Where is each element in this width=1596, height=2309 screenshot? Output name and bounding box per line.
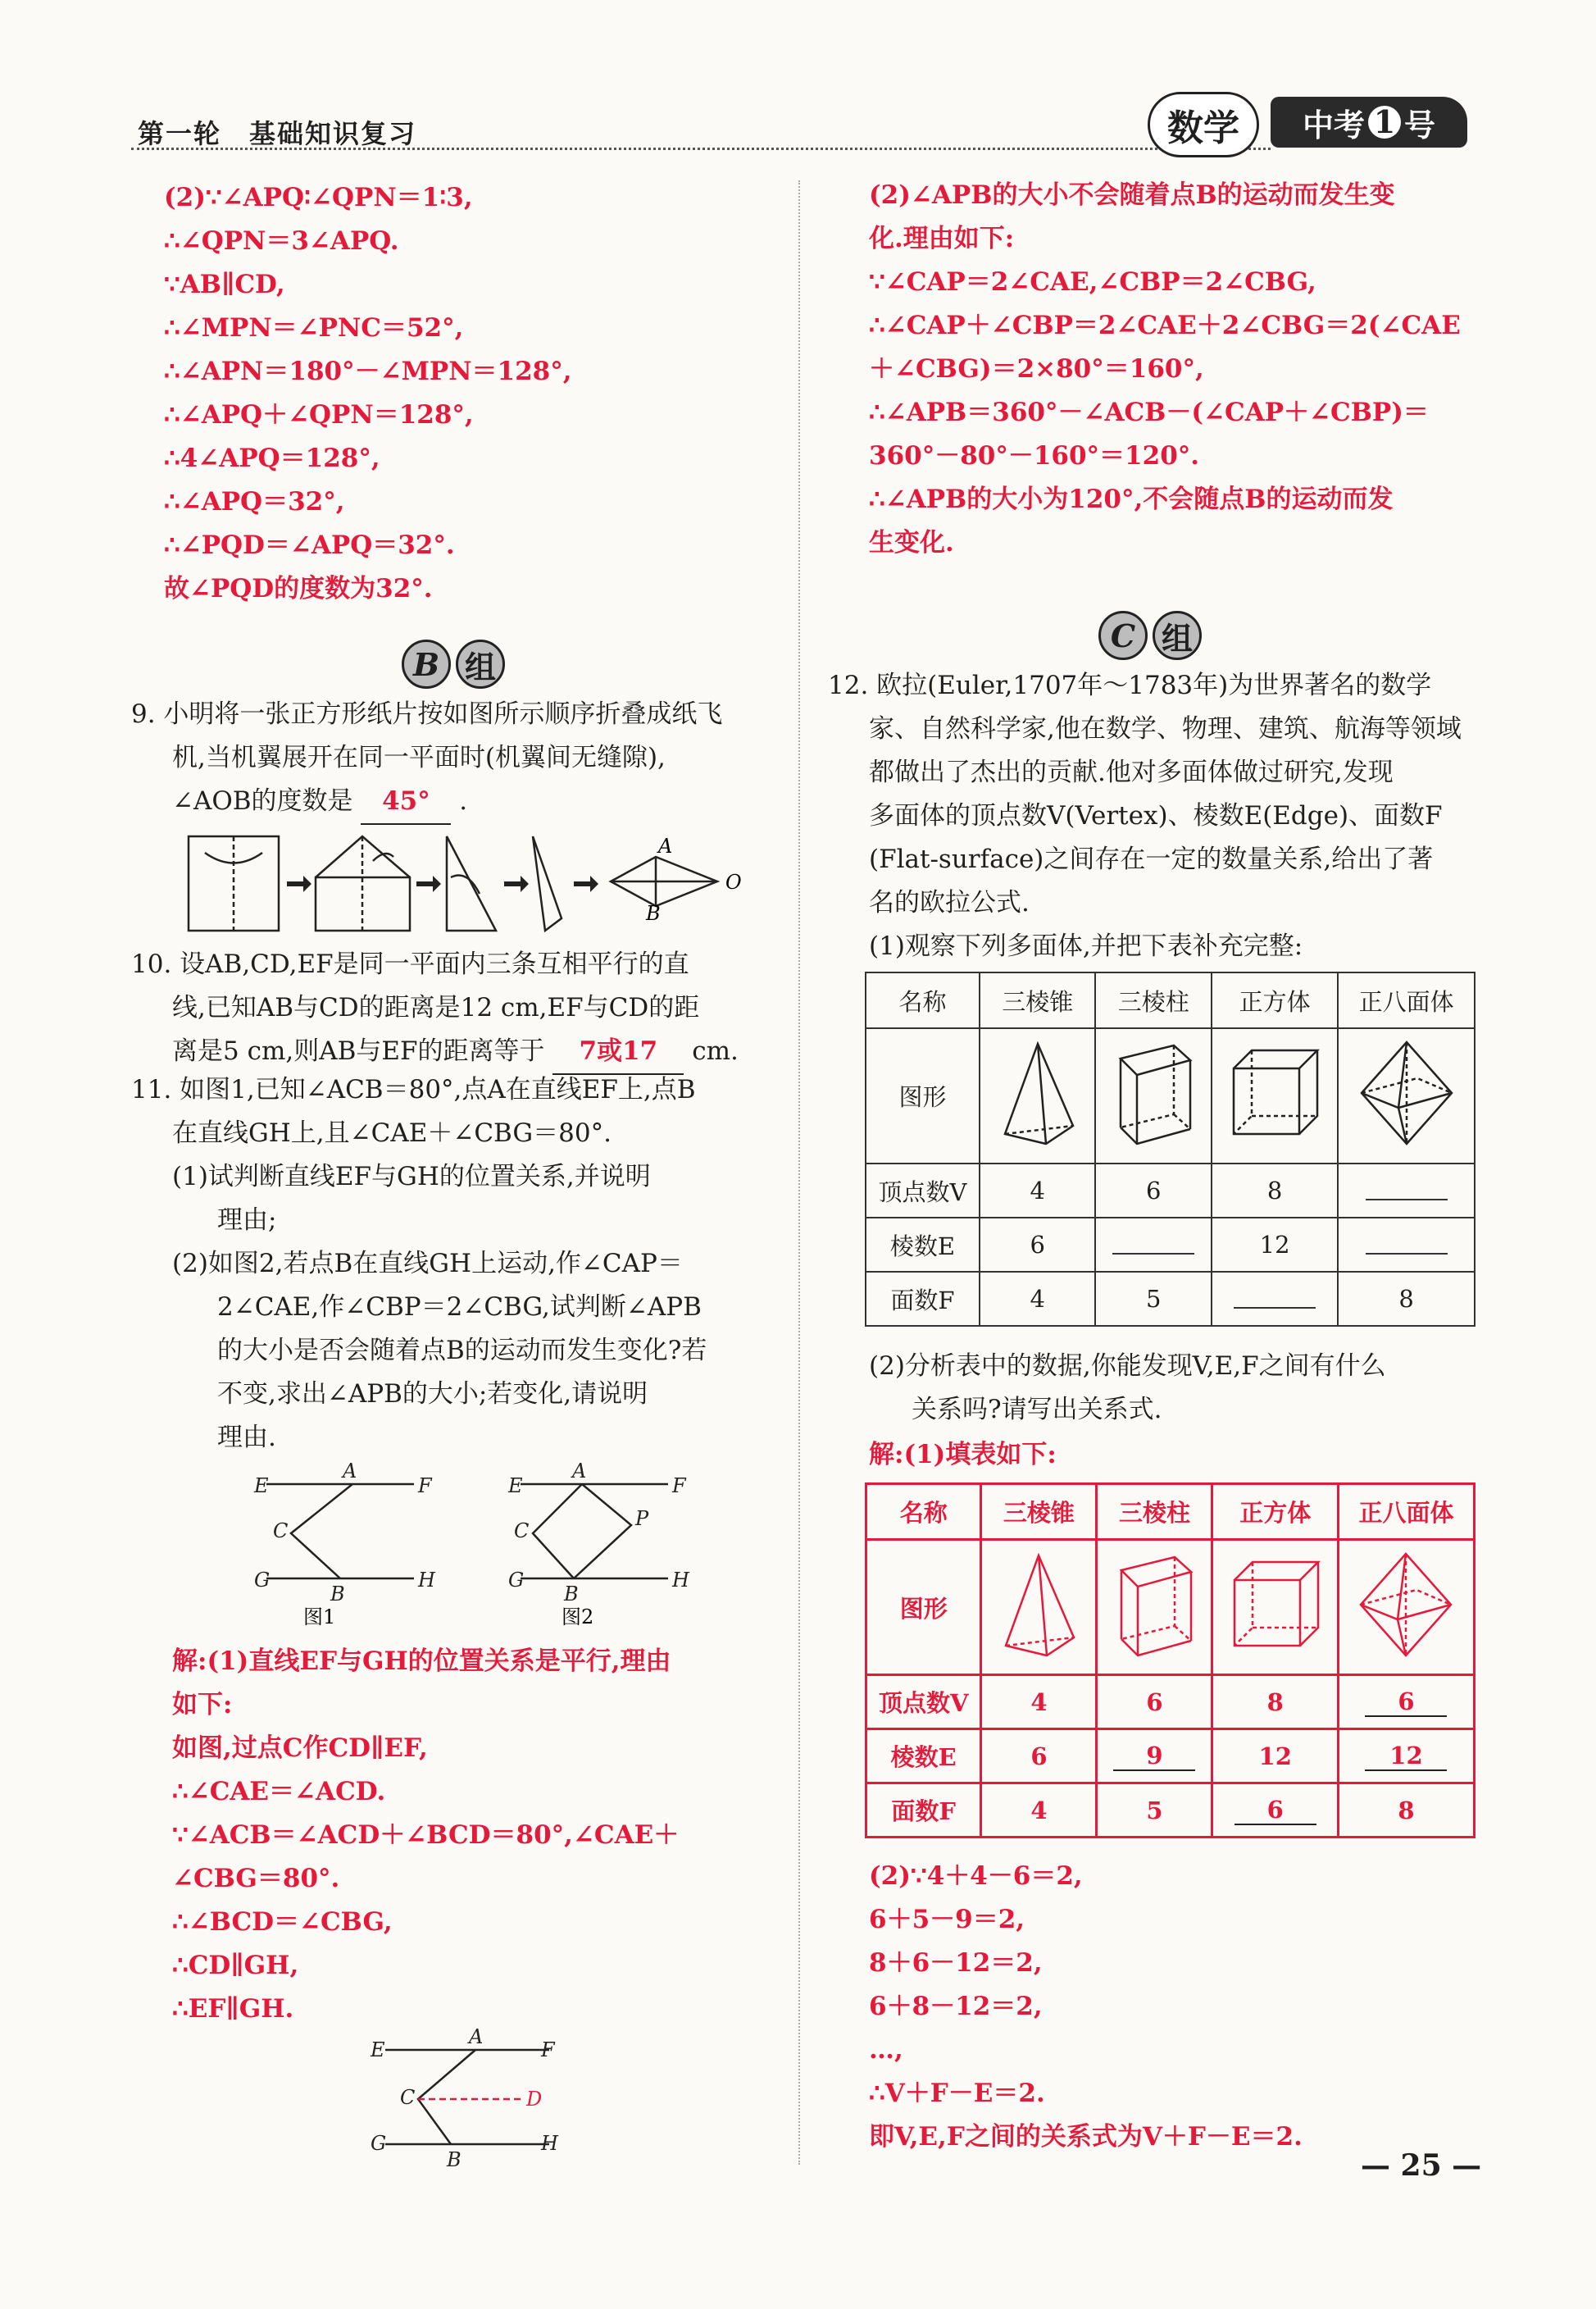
solution-line: ∴∠APB＝360°－∠ACB－(∠CAP＋∠CBP)＝: [869, 398, 1429, 427]
question-line: 12. 欧拉(Euler,1707年～1783年)为世界著名的数学: [828, 671, 1432, 700]
table-cell: 4: [980, 1164, 1096, 1218]
question-line: (2)如图2,若点B在直线GH上运动,作∠CAP＝: [172, 1249, 683, 1278]
fig-label-a: A: [572, 1460, 587, 1482]
solution-line: (2)∵∠APQ∶∠QPN＝1∶3,: [164, 183, 473, 212]
fig-label-e: E: [508, 1474, 523, 1497]
octahedron-figure: [1338, 1540, 1474, 1675]
fig-label-p: P: [635, 1507, 649, 1530]
question-line: 线,已知AB与CD的距离是12 cm,EF与CD的距: [172, 993, 700, 1022]
question-line: 机,当机翼展开在同一平面时(机翼间无缝隙),: [172, 743, 666, 772]
solution-line: 6＋5－9＝2,: [869, 1905, 1025, 1934]
table-cell-blank: [1212, 1272, 1338, 1326]
question-line: 理由.: [217, 1423, 276, 1452]
solution-line: ∴∠QPN＝3∠APQ.: [164, 226, 399, 256]
fig-label-g: G: [254, 1569, 271, 1592]
fig-label-f: F: [672, 1474, 686, 1497]
question-line: 关系吗?请写出关系式.: [912, 1395, 1162, 1424]
fig-label-h: H: [541, 2132, 558, 2155]
table-header: 三棱锥: [980, 972, 1096, 1028]
table-cell: 4: [981, 1675, 1097, 1729]
question-line: 的大小是否会随着点B的运动而发生变化?若: [217, 1336, 707, 1365]
solution-line: ∴∠APB的大小为120°,不会随点B的运动而发: [869, 485, 1394, 514]
fig-label-a: A: [658, 835, 673, 858]
table-cell-answer: [1212, 1783, 1339, 1838]
table-row-label: 面数F: [866, 1272, 980, 1326]
solution-line: 6＋8－12＝2,: [869, 1992, 1043, 2021]
subject-badge: 数学: [1148, 92, 1259, 157]
header-divider: [131, 148, 1271, 150]
fill-blank: [1234, 1284, 1316, 1309]
solution-12-part2: [869, 1855, 1303, 2159]
solution-11-part1: [172, 1640, 679, 2031]
question-line: 9. 小明将一张正方形纸片按如图所示顺序折叠成纸飞: [131, 699, 723, 729]
figure-1-caption: 图1: [303, 1605, 336, 1628]
question-line: 多面体的顶点数V(Vertex)、棱数E(Edge)、面数F: [869, 801, 1443, 831]
fig-label-c: C: [273, 1519, 289, 1542]
answer-blank: 45°: [361, 780, 451, 825]
fig-label-b: B: [330, 1583, 345, 1605]
solution-line: 故∠PQD的度数为32°.: [164, 574, 433, 603]
question-text: ∠AOB的度数是: [172, 786, 353, 816]
solution-line: ∵∠CAP＝2∠CAE,∠CBP＝2∠CBG,: [869, 267, 1316, 297]
question-text: cm.: [692, 1036, 739, 1066]
solution-line: …,: [869, 2035, 903, 2065]
table-header: 正方体: [1212, 972, 1338, 1028]
group-c-title: [1098, 611, 1202, 660]
fig-label-g: G: [508, 1569, 525, 1592]
filled-answer: 6: [1365, 1687, 1447, 1717]
table-header: 正方体: [1212, 1484, 1339, 1540]
fig-label-b: B: [447, 2148, 462, 2171]
fig-label-e: E: [254, 1474, 269, 1497]
series-tab-prefix: 中考: [1302, 106, 1365, 143]
table-cell: 6: [980, 1218, 1096, 1272]
solution-line: ∴∠BCD＝∠CBG,: [172, 1907, 393, 1937]
table-row-label: 图形: [866, 1028, 980, 1164]
series-tab-number: 1: [1368, 106, 1401, 139]
solution-line: ∴∠PQD＝∠APQ＝32°.: [164, 531, 455, 560]
table-cell: 12: [1212, 1218, 1338, 1272]
question-line: 名的欧拉公式.: [869, 888, 1030, 918]
question-line: 2∠CAE,作∠CBP＝2∠CBG,试判断∠APB: [217, 1292, 702, 1322]
fig-label-b: B: [564, 1583, 579, 1605]
table-row-label: 面数F: [866, 1783, 981, 1838]
table-header: 名称: [866, 1484, 981, 1540]
solution-line: 360°－80°－160°＝120°.: [869, 441, 1200, 471]
table-cell-answer: [1338, 1729, 1474, 1783]
solution-line: 生变化.: [869, 528, 954, 558]
solution-8-block: [164, 176, 572, 611]
question-line: 家、自然科学家,他在数学、物理、建筑、航海等领域: [869, 714, 1462, 744]
question-line: (2)分析表中的数据,你能发现V,E,F之间有什么: [869, 1351, 1386, 1381]
series-tab: [1271, 97, 1467, 148]
fig-label-e: E: [371, 2038, 385, 2061]
polyhedra-table: [865, 972, 1476, 1327]
table-cell: 8: [1338, 1783, 1474, 1838]
prism-figure: [1097, 1540, 1212, 1675]
fill-blank: [1366, 1230, 1448, 1255]
solution-line: ∴∠CAP＋∠CBP＝2∠CAE＋2∠CBG＝2(∠CAE: [869, 311, 1461, 340]
fig-label-h: H: [418, 1569, 435, 1592]
table-header: 正八面体: [1338, 1484, 1474, 1540]
fig-label-c: C: [400, 2086, 416, 2109]
solution-line: ∵∠ACB＝∠ACD＋∠BCD＝80°,∠CAE＋: [172, 1820, 680, 1850]
group-letter: B: [402, 640, 451, 689]
solution-line: ∴V＋F－E＝2.: [869, 2079, 1045, 2108]
solution-line: 如图,过点C作CD∥EF,: [172, 1733, 428, 1763]
solution-line: ∵AB∥CD,: [164, 270, 285, 299]
section-title: 第一轮 基础知识复习: [138, 118, 417, 149]
table-cell: 6: [1097, 1675, 1212, 1729]
answer-blank: 7或17: [552, 1030, 684, 1075]
question-line: (1)试判断直线EF与GH的位置关系,并说明: [172, 1162, 651, 1191]
table-cell-blank: [1338, 1218, 1475, 1272]
solution-line: ∴∠CAE＝∠ACD.: [172, 1777, 386, 1806]
table-header: 三棱锥: [981, 1484, 1097, 1540]
question-line: 不变,求出∠APB的大小;若变化,请说明: [217, 1379, 648, 1409]
series-tab-suffix: 号: [1404, 106, 1436, 143]
table-header: 正八面体: [1338, 972, 1475, 1028]
table-cell-answer: [1097, 1729, 1212, 1783]
table-row-label: 顶点数V: [866, 1164, 980, 1218]
question-12-part2: [869, 1345, 1386, 1432]
filled-answer: 12: [1365, 1742, 1447, 1771]
fig-label-a: A: [343, 1460, 357, 1482]
table-cell: 12: [1212, 1729, 1339, 1783]
polyhedra-answer-table: [865, 1482, 1476, 1838]
tetrahedron-figure: [981, 1540, 1097, 1675]
table-cell: 8: [1212, 1675, 1339, 1729]
fig-label-g: G: [371, 2132, 387, 2155]
cube-figure: [1212, 1540, 1339, 1675]
table-cell: 8: [1212, 1164, 1338, 1218]
octahedron-figure: [1338, 1028, 1475, 1164]
question-line: (Flat-surface)之间存在一定的数量关系,给出了著: [869, 845, 1434, 874]
question-9: [131, 693, 722, 825]
table-header: 三棱柱: [1095, 972, 1212, 1028]
table-row-label: 顶点数V: [866, 1675, 981, 1729]
solution-line: 解:(1)直线EF与GH的位置关系是平行,理由: [172, 1646, 671, 1676]
tetrahedron-figure: [980, 1028, 1096, 1164]
fig-label-o: O: [725, 871, 742, 894]
group-word: 组: [456, 640, 505, 689]
question-11: [131, 1068, 707, 1460]
table-cell: 5: [1095, 1272, 1212, 1326]
table-cell: 4: [980, 1272, 1096, 1326]
solution-line: ∴∠APQ＋∠QPN＝128°,: [164, 400, 474, 430]
solution-line: ＋∠CBG)＝2×80°＝160°,: [869, 354, 1204, 384]
solution-line: ∴∠APN＝180°－∠MPN＝128°,: [164, 357, 572, 386]
filled-answer: 9: [1113, 1742, 1195, 1771]
table-row-label: 图形: [866, 1540, 981, 1675]
fig-label-f: F: [418, 1474, 432, 1497]
column-divider: [798, 180, 800, 2165]
filled-answer: 6: [1235, 1796, 1316, 1825]
table-row-label: 棱数E: [866, 1218, 980, 1272]
solution-line: (2)∵4＋4－6＝2,: [869, 1861, 1083, 1891]
table-cell: 6: [1095, 1164, 1212, 1218]
question-12: [828, 664, 1462, 968]
table-cell-blank: [1338, 1164, 1475, 1218]
group-b-title: [402, 640, 505, 689]
solution-line: 8＋6－12＝2,: [869, 1948, 1043, 1978]
group-word: 组: [1153, 611, 1202, 660]
table-cell-blank: [1095, 1218, 1212, 1272]
question-line: 都做出了杰出的贡献.他对多面体做过研究,发现: [869, 758, 1394, 787]
solution-line: ∴EF∥GH.: [172, 1994, 294, 2024]
figure-2-caption: 图2: [562, 1605, 594, 1628]
solution-11-part2: [869, 174, 1461, 565]
table-header: 三棱柱: [1097, 1484, 1212, 1540]
question-line: 11. 如图1,已知∠ACB＝80°,点A在直线EF上,点B: [131, 1075, 696, 1104]
question-line: (1)观察下列多面体,并把下表补充完整:: [869, 931, 1303, 961]
solution-line: ∠CBG＝80°.: [172, 1864, 340, 1893]
solution-line: 即V,E,F之间的关系式为V＋F－E＝2.: [869, 2122, 1303, 2152]
fig-label-d: D: [526, 2088, 543, 2111]
page-number: — 25 —: [1361, 2148, 1482, 2183]
solution-line: ∴∠MPN＝∠PNC＝52°,: [164, 313, 464, 343]
question-line: 在直线GH上,且∠CAE＋∠CBG＝80°.: [172, 1118, 612, 1148]
table-cell: 4: [981, 1783, 1097, 1838]
solution-line: ∴CD∥GH,: [172, 1951, 299, 1980]
question-11-figures: [250, 1460, 709, 1632]
solution-12-intro: 解:(1)填表如下:: [869, 1440, 1057, 1469]
fig-label-b: B: [646, 902, 661, 925]
table-cell: 8: [1338, 1272, 1475, 1326]
table-cell: 6: [981, 1729, 1097, 1783]
fig-label-f: F: [541, 2038, 555, 2061]
question-line: 10. 设AB,CD,EF是同一平面内三条互相平行的直: [131, 950, 689, 979]
fill-blank: [1112, 1230, 1194, 1255]
table-cell-answer: [1338, 1675, 1474, 1729]
fig-label-a: A: [469, 2025, 484, 2048]
prism-figure: [1095, 1028, 1212, 1164]
question-text: .: [459, 786, 468, 816]
table-header: 名称: [866, 972, 980, 1028]
group-letter: C: [1098, 611, 1148, 660]
fig-label-c: C: [514, 1519, 530, 1542]
fig-label-h: H: [672, 1569, 689, 1592]
question-text: 离是5 cm,则AB与EF的距离等于: [172, 1036, 545, 1066]
fill-blank: [1366, 1176, 1448, 1200]
table-row-label: 棱数E: [866, 1729, 981, 1783]
solution-line: 化.理由如下:: [869, 224, 1015, 253]
cube-figure: [1212, 1028, 1338, 1164]
solution-line: ∴4∠APQ＝128°,: [164, 444, 380, 473]
question-line: [131, 780, 722, 825]
question-line: 理由;: [217, 1205, 277, 1235]
paper-plane-folding-figure: [184, 828, 758, 935]
solution-line: ∴∠APQ＝32°,: [164, 487, 345, 517]
solution-11-figure: [369, 2025, 582, 2173]
table-cell: 5: [1097, 1783, 1212, 1838]
solution-line: (2)∠APB的大小不会随着点B的运动而发生变: [869, 180, 1395, 210]
solution-line: 如下:: [172, 1690, 233, 1719]
question-10: [131, 943, 739, 1075]
